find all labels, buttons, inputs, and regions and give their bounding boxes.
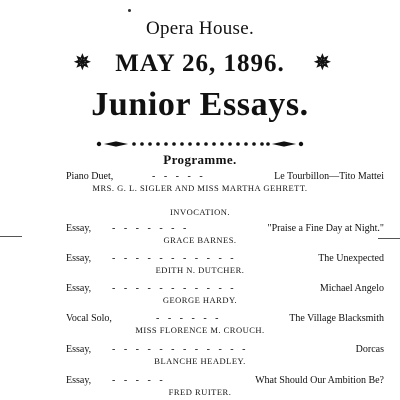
leader-dashes: - - - - - - - - - - - - <box>112 344 249 355</box>
programme-item <box>66 374 384 388</box>
ornamental-divider-icon <box>96 136 304 146</box>
item-piece: The Unexpected <box>318 253 384 264</box>
programme-item <box>66 312 384 326</box>
programme-item <box>66 170 384 184</box>
item-piece: "Praise a Fine Day at Night." <box>267 223 384 234</box>
left-star-ornament-icon: ✵ <box>74 52 91 74</box>
item-performer: BLANCHE HEADLEY. <box>154 356 246 366</box>
item-piece: Dorcas <box>355 344 384 355</box>
item-piece: Michael Angelo <box>319 283 384 294</box>
programme-heading: Programme. <box>163 152 237 167</box>
leader-dashes: - - - - - - <box>156 313 222 324</box>
item-performer: EDITH N. DUTCHER. <box>155 265 245 275</box>
item-piece: What Should Our Ambition Be? <box>255 375 384 386</box>
item-piece: Le Tourbillon—Tito Mattei <box>274 171 384 182</box>
leader-dashes: - - - - - <box>152 171 206 182</box>
item-kind: Essay, <box>66 375 92 386</box>
scan-edge-mark <box>0 236 22 237</box>
item-performer: GRACE BARNES. <box>163 235 237 245</box>
item-performer: GEORGE HARDY. <box>162 295 238 305</box>
page-title: Junior Essays. <box>91 86 309 123</box>
leader-dashes: - - - - - - - - - - - <box>112 253 237 264</box>
venue-line: Opera House. <box>145 18 255 39</box>
scan-speck <box>128 9 131 12</box>
item-performer: FRED RUITER. <box>168 387 232 397</box>
item-kind: Essay, <box>66 223 92 234</box>
item-kind: Essay, <box>66 283 92 294</box>
programme-item <box>66 282 384 296</box>
leader-dashes: - - - - - <box>112 375 166 386</box>
item-kind: Essay, <box>66 253 92 264</box>
programme-item <box>66 252 384 266</box>
item-kind: Piano Duet, <box>66 171 114 182</box>
event-date: MAY 26, 1896. <box>115 50 285 77</box>
item-kind: Vocal Solo, <box>66 313 112 324</box>
leader-dashes: - - - - - - - - - - - <box>112 283 237 294</box>
item-performer: MRS. G. L. SIGLER AND MISS MARTHA GEHRETT. <box>92 183 308 193</box>
leader-dashes: - - - - - - - <box>112 223 190 234</box>
item-piece: The Village Blacksmith <box>289 313 384 324</box>
scan-edge-mark <box>378 238 400 239</box>
item-kind: Essay, <box>66 344 92 355</box>
programme-item <box>66 343 384 357</box>
invocation-line: INVOCATION. <box>169 207 231 217</box>
programme-item <box>66 222 384 236</box>
right-star-ornament-icon: ✵ <box>314 52 331 74</box>
item-performer: MISS FLORENCE M. CROUCH. <box>135 325 265 335</box>
